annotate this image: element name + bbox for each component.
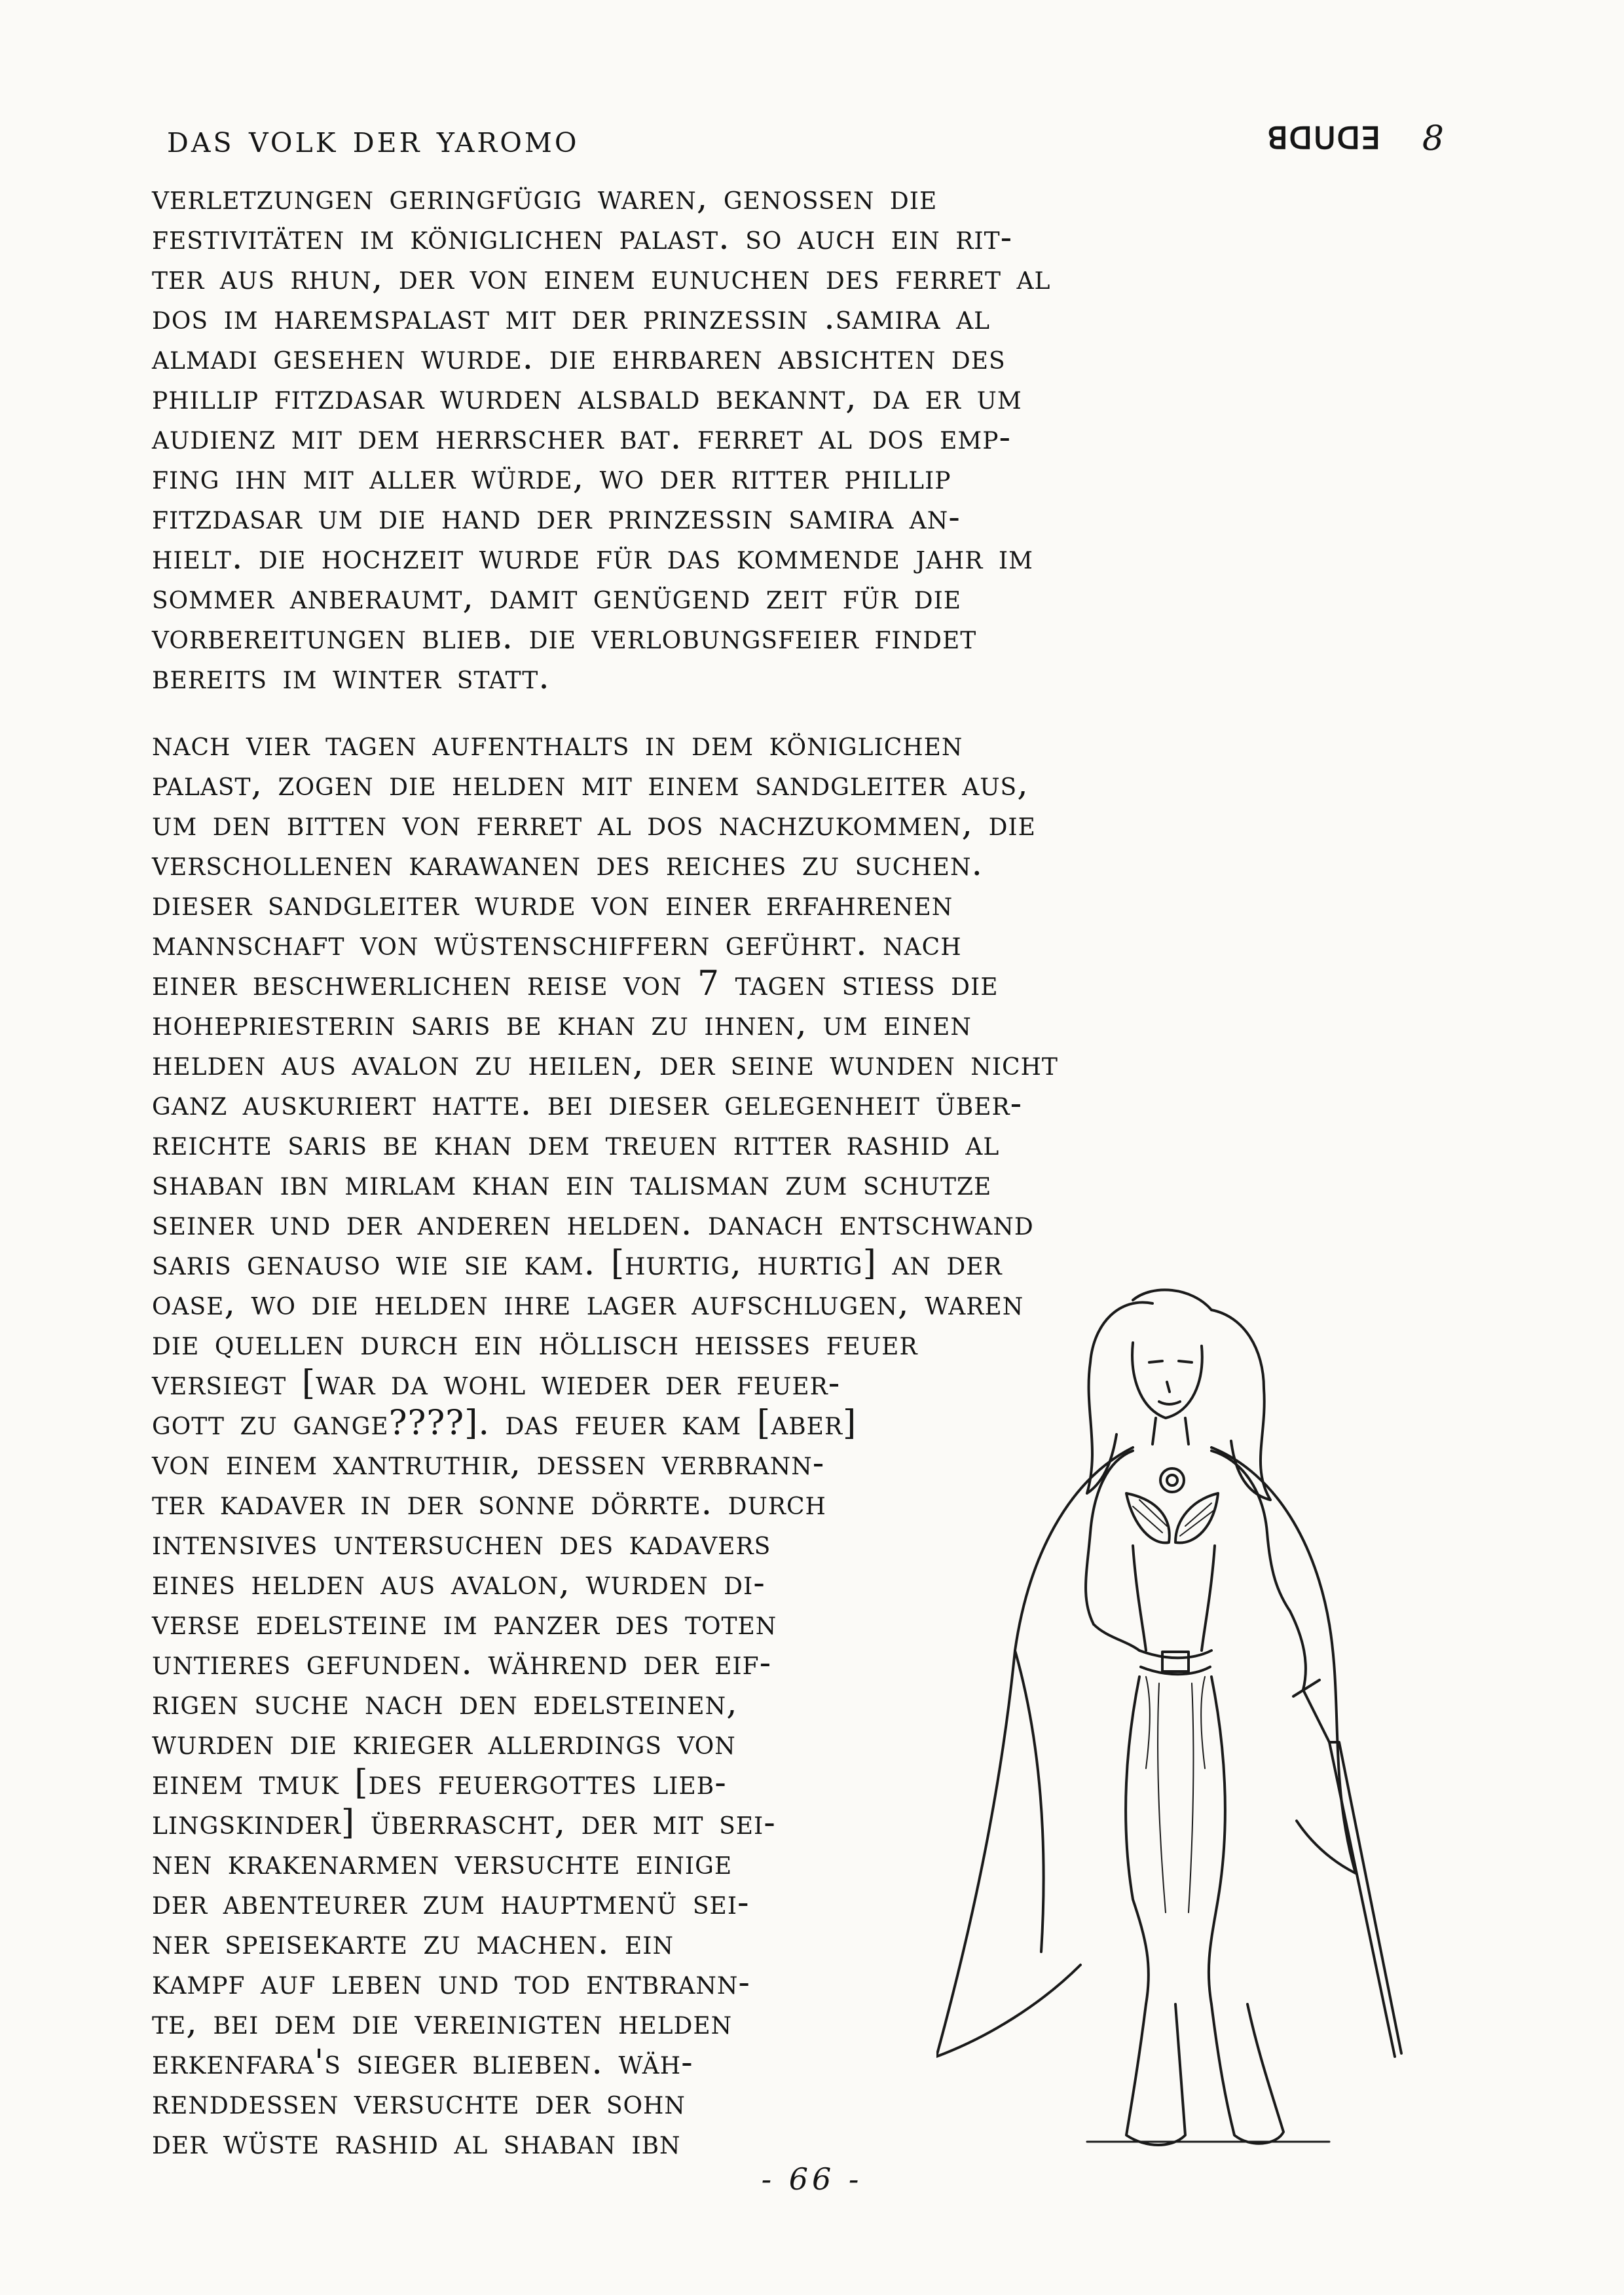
- text-line: oase, wo die helden ihre lager aufschlugen, waren: [152, 1284, 1024, 1323]
- page-header: [167, 117, 1444, 169]
- header-number: 8: [1422, 119, 1444, 159]
- text-line: bereits im winter statt.: [152, 658, 550, 697]
- text-line: nen krakenarmen versuchte einige: [152, 1843, 733, 1882]
- text-line: intensives untersuchen des kadavers: [152, 1523, 771, 1563]
- text-line: gott zu gange????]. das feuer kam [aber]: [152, 1404, 857, 1443]
- text-line: sommer anberaumt, damit genügend zeit für die: [152, 578, 962, 617]
- text-line: rigen suche nach den edelsteinen,: [152, 1683, 738, 1723]
- warrior-woman-illustration: [936, 1284, 1434, 2174]
- text-line: ganz auskuriert hatte. bei dieser gelegenheit über-: [152, 1084, 1023, 1123]
- paragraph-1: [152, 178, 1435, 698]
- text-line: lingskinder] überrascht, der mit sei-: [152, 1803, 776, 1842]
- text-line: saris genauso wie sie kam. [hurtig, hurtig] an der: [152, 1244, 1003, 1283]
- text-line: ter kadaver in der sonne dörrte. durch: [152, 1483, 826, 1523]
- text-line: verse edelsteine im panzer des toten: [152, 1603, 777, 1643]
- text-line: renddessen versuchte der sohn: [152, 2083, 686, 2122]
- text-line: palast, zogen die helden mit einem sandgleiter aus,: [152, 764, 1029, 804]
- text-line: versiegt [war da wohl wieder der feuer-: [152, 1364, 841, 1403]
- text-line: verschollenen karawanen des reiches zu suchen.: [152, 844, 983, 884]
- text-line: phillip fitzdasar wurden alsbald bekannt, da er um: [152, 378, 1022, 417]
- text-line: einem tmuk [des feuergottes lieb-: [152, 1763, 727, 1802]
- text-line: die quellen durch ein höllisch heißes feuer: [152, 1324, 918, 1363]
- text-line: der abenteurer zum hauptmenü sei-: [152, 1883, 750, 1922]
- text-line: reichte saris be khan dem treuen ritter rashid al: [152, 1124, 1000, 1163]
- text-line: shaban ibn mirlam khan ein talisman zum schutze: [152, 1164, 992, 1203]
- header-glyph-mark: ꓭꓷꓴꓷꓱ: [1267, 121, 1382, 156]
- text-line: nach vier tagen aufenthalts in dem königlichen: [152, 724, 963, 764]
- text-line: ner speisekarte zu machen. ein: [152, 1923, 674, 1962]
- text-line: seiner und der anderen helden. danach entschwand: [152, 1204, 1034, 1243]
- text-line: wurden die krieger allerdings von: [152, 1723, 736, 1763]
- text-line: fing ihn mit aller würde, wo der ritter phillip: [152, 458, 951, 497]
- text-line: hohepriesterin saris be khan zu ihnen, um einen: [152, 1004, 972, 1043]
- text-line: mannschaft von wüstenschiffern geführt. nach: [152, 924, 962, 963]
- text-line: untieres gefunden. während der eif-: [152, 1643, 772, 1683]
- text-line: vorbereitungen blieb. die verlobungsfeier findet: [152, 618, 977, 657]
- text-line: um den bitten von ferret al dos nachzukommen, die: [152, 804, 1036, 844]
- header-title: das volk der yaromo: [167, 117, 580, 161]
- text-line: erkenfara's sieger blieben. wäh-: [152, 2043, 693, 2082]
- text-line: festivitäten im königlichen palast. so auch ein rit-: [152, 218, 1013, 257]
- text-line: dos im haremspalast mit der prinzessin .samira al: [152, 298, 990, 337]
- text-line: te, bei dem die vereinigten helden: [152, 2003, 733, 2042]
- text-line: ter aus rhun, der von einem eunuchen des ferret al: [152, 258, 1051, 297]
- text-line: der wüste rashid al shaban ibn: [152, 2123, 681, 2162]
- text-line: von einem xantruthir, dessen verbrann-: [152, 1444, 825, 1483]
- text-line: fitzdasar um die hand der prinzessin samira an-: [152, 498, 961, 537]
- text-line: almadi gesehen wurde. die ehrbaren absichten des: [152, 338, 1006, 377]
- text-line: einer beschwerlichen reise von 7 tagen stieß die: [152, 964, 999, 1003]
- text-line: eines helden aus avalon, wurden di-: [152, 1563, 766, 1603]
- text-line: kampf auf leben und tod entbrann-: [152, 1963, 750, 2002]
- text-line: hielt. die hochzeit wurde für das kommende jahr im: [152, 538, 1034, 577]
- text-line: helden aus avalon zu heilen, der seine wunden nicht: [152, 1044, 1058, 1083]
- text-line: verletzungen geringfügig waren, genossen die: [152, 178, 938, 217]
- page-number: - 66 -: [761, 2161, 863, 2197]
- text-line: audienz mit dem herrscher bat. ferret al dos emp-: [152, 418, 1012, 457]
- text-line: dieser sandgleiter wurde von einer erfahrenen: [152, 884, 953, 924]
